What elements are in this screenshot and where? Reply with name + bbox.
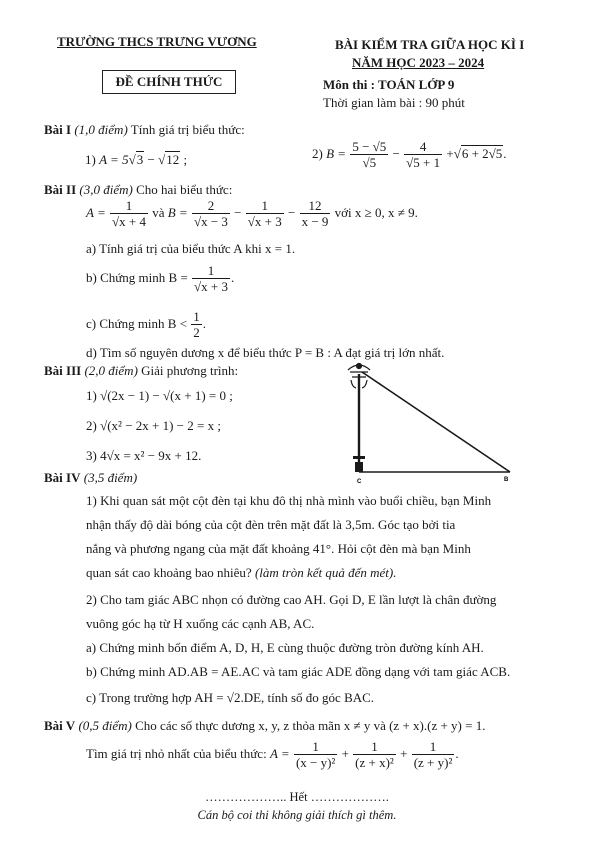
q2-lhs: B =	[326, 145, 347, 161]
sqrt-sign: √	[453, 145, 461, 161]
expr-A-fraction	[110, 199, 148, 229]
q1-radicand-2: 12	[166, 152, 180, 167]
problem-4-c: c) Trong trường hợp AH = √2.DE, tính số đo góc BAC.	[86, 690, 375, 705]
official-label: ĐỀ CHÍNH THỨC	[115, 74, 223, 89]
problem-2-b	[86, 264, 234, 294]
problem-2-expressions	[86, 199, 418, 229]
problem-4-label: Bài IV	[44, 470, 81, 485]
problem-1-task: Tính giá trị biểu thức:	[130, 122, 245, 137]
equation-2: 2) √(x² − 2x + 1) − 2 = x ;	[86, 418, 221, 433]
numerator: 1	[193, 309, 200, 324]
denominator: √5 + 1	[406, 155, 441, 170]
problem-4-p2-line2: vuông góc hạ từ H xuống các cạnh AB, AC.	[86, 616, 315, 631]
numerator: 5 − √5	[352, 139, 387, 154]
q1-number: 1)	[85, 152, 96, 167]
condition: với x ≥ 0, x ≠ 9.	[334, 204, 418, 220]
problem-5-task: Cho các số thực dương x, y, z thỏa mãn x ≠ y và (z + x).(z + y) = 1.	[135, 718, 486, 733]
line4-rounding-note: (làm tròn kết quả đến mét).	[254, 565, 397, 580]
denominator: (x − y)²	[295, 755, 336, 770]
numerator: 1	[110, 199, 148, 214]
expr-B-fraction-3	[300, 199, 331, 229]
problem-2-task: Cho hai biểu thức:	[136, 182, 233, 197]
plus-sign: +	[341, 745, 349, 761]
problem-4-p1-line3: nắng và phương ngang của mặt đất khoảng 41°. Hỏi cột đèn mà bạn Minh	[86, 541, 471, 556]
numerator: 2	[192, 199, 230, 214]
end-marker: ……………….. Hết ……………….	[205, 790, 389, 804]
b-end: .	[231, 269, 235, 285]
sun-ray-line	[362, 372, 510, 472]
problem-2-label: Bài II	[44, 182, 77, 197]
proctor-note: Cán bộ coi thi không giải thích gì thêm.	[197, 808, 397, 822]
denominator: 2	[193, 325, 200, 340]
q2-number: 2)	[312, 145, 323, 161]
equation-3: 3) 4√x = x² − 9x + 12.	[86, 448, 202, 463]
lamp-head-icon	[348, 364, 370, 391]
fraction-3	[412, 740, 455, 770]
expr-lhs: A =	[269, 745, 290, 761]
q2-minus: −	[392, 145, 400, 161]
problem-4-p2-line1: 2) Cho tam giác ABC nhọn có đường cao AH. Gọi D, E lần lượt là chân đường	[86, 592, 497, 607]
c-fraction	[191, 310, 202, 340]
problem-5-points: (0,5 điểm)	[78, 718, 132, 733]
q1-radicand-1: 3	[136, 152, 144, 167]
numerator: 12	[300, 199, 331, 214]
problem-4-p1-line1: 1) Khi quan sát một cột đèn tại khu đô thị nhà mình vào buổi chiều, bạn Minh	[86, 493, 492, 508]
exam-title: BÀI KIỂM TRA GIỮA HỌC KÌ I	[335, 37, 525, 52]
problem-1-heading	[44, 122, 245, 138]
problem-2-a: a) Tính giá trị của biểu thức A khi x = 1.	[86, 241, 296, 256]
plus-sign: +	[400, 745, 408, 761]
problem-2-d: d) Tìm số nguyên dương x để biểu thức P = B : A đạt giá trị lớn nhất.	[86, 345, 445, 360]
q1-lhs: A = 5	[99, 152, 129, 167]
point-b-label: B	[504, 477, 509, 483]
b-prefix: b) Chứng minh B =	[86, 269, 188, 285]
duration-text: Thời gian làm bài : 90 phút	[323, 95, 465, 110]
subject-line	[323, 77, 454, 93]
minus-sign: −	[287, 204, 296, 220]
c-end: .	[202, 315, 207, 331]
numerator: 1	[192, 264, 230, 279]
problem-1-q1	[85, 152, 187, 168]
expr-end: .	[455, 745, 459, 761]
c-prefix: c) Chứng minh B <	[86, 315, 188, 331]
numerator: 1	[412, 740, 455, 755]
numerator: 4	[404, 140, 442, 155]
denominator: √x + 3	[247, 214, 282, 229]
problem-3-task: Giải phương trình:	[141, 363, 239, 378]
numerator: 1	[353, 740, 396, 755]
b-fraction	[192, 264, 230, 294]
q1-minus: −	[144, 152, 159, 167]
problem-4-b: b) Chứng minh AD.AB = AE.AC và tam giác ADE đồng dạng với tam giác ACB.	[86, 664, 511, 679]
problem-4-p1-line4	[86, 565, 396, 581]
minus-sign: −	[234, 204, 242, 220]
problem-1-points: (1,0 điểm)	[74, 122, 128, 137]
fraction-2	[353, 740, 396, 770]
duration-line	[323, 95, 465, 111]
denominator: √x + 4	[111, 214, 146, 229]
problem-4-a: a) Chứng minh bốn điểm A, D, H, E cùng thuộc đường tròn đường kính AH.	[86, 640, 484, 655]
sqrt-sign: √	[158, 152, 166, 167]
q2-end: .	[503, 145, 507, 161]
q2-plus: +	[446, 145, 454, 161]
denominator: √x − 3	[193, 214, 228, 229]
denominator: (z + y)²	[413, 755, 453, 770]
problem-5-label: Bài V	[44, 718, 76, 733]
q2-fraction-1	[350, 140, 388, 170]
q2-fraction-2	[404, 140, 442, 170]
numerator: 1	[294, 740, 337, 755]
problem-4-heading	[44, 470, 137, 486]
school-year: NĂM HỌC 2023 – 2024	[352, 55, 485, 70]
q1-end: ;	[180, 152, 188, 167]
problem-2-points: (3,0 điểm)	[79, 182, 133, 197]
official-exam-box	[102, 70, 236, 94]
problem-1-q2	[312, 140, 507, 170]
problem-3-heading	[44, 363, 238, 379]
denominator: √5	[362, 155, 377, 170]
problem-2-heading	[44, 182, 232, 198]
lamp-base-icon	[353, 456, 365, 472]
denominator: √x + 3	[194, 279, 228, 294]
subject-text: Môn thi : TOÁN LỚP 9	[323, 77, 455, 92]
find-text: Tìm giá trị nhỏ nhất của biểu thức:	[86, 745, 267, 761]
problem-5-expression	[86, 740, 459, 770]
expr-A-lhs: A =	[86, 204, 106, 220]
and-word: và	[152, 204, 165, 220]
problem-4-points: (3,5 điểm)	[83, 470, 138, 485]
expr-B-fraction-1	[192, 199, 230, 229]
expr-B-lhs: B =	[167, 204, 188, 220]
denominator: (z + x)²	[355, 755, 394, 770]
lamp-post-figure	[338, 360, 518, 488]
q2-radicand: 6 + 2√5	[461, 145, 503, 161]
problem-3-points: (2,0 điểm)	[84, 363, 138, 378]
expr-B-fraction-2	[246, 199, 284, 229]
sqrt-sign: √	[128, 152, 136, 167]
point-c-label: C	[357, 479, 362, 485]
fraction-1	[294, 740, 337, 770]
denominator: x − 9	[301, 214, 329, 229]
problem-4-p1-line2: nhận thấy độ dài bóng của cột đèn trên mặt đất là 3,5m. Góc tạo bởi tia	[86, 517, 456, 532]
school-name: TRƯỜNG THCS TRƯNG VƯƠNG	[57, 34, 257, 49]
line4-question: quan sát cao khoảng bao nhiêu?	[86, 565, 255, 580]
problem-1-label: Bài I	[44, 122, 72, 137]
problem-5-heading	[44, 718, 485, 734]
problem-3-label: Bài III	[44, 363, 82, 378]
equation-1: 1) √(2x − 1) − √(x + 1) = 0 ;	[86, 388, 233, 403]
numerator: 1	[246, 199, 284, 214]
problem-2-c	[86, 310, 206, 340]
